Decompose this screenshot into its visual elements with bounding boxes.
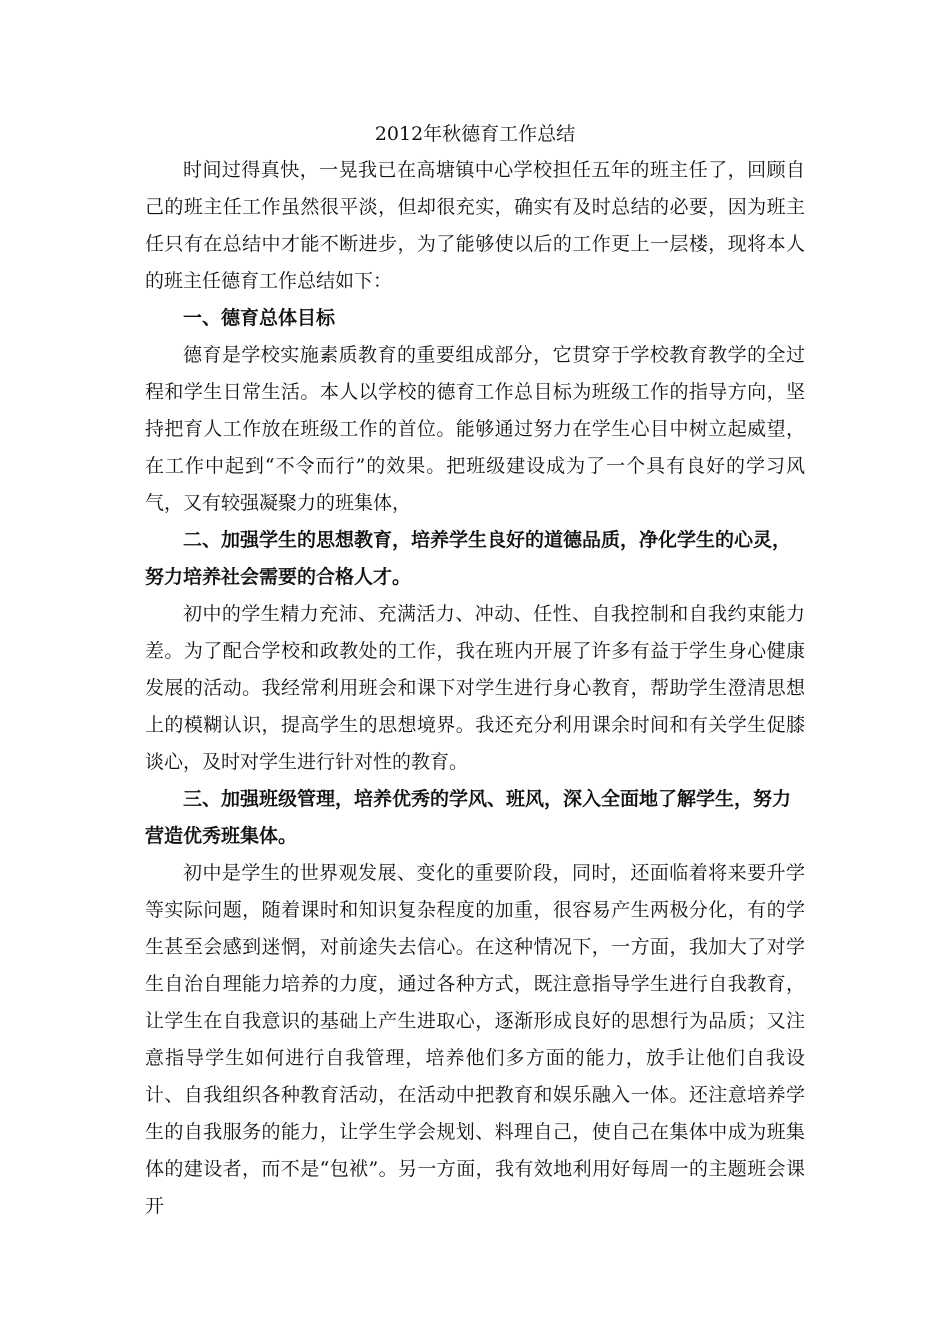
intro-paragraph: 时间过得真快，一晃我已在高塘镇中心学校担任五年的班主任了，回顾自己的班主任工作虽然很平淡，但却很充实，确实有及时总结的必要，因为班主任只有在总结中才能不断进步，为了能够使以后的工作更上一层楼，现将本人的班主任德育工作总结如下：: [145, 159, 805, 292]
document-content: [145, 116, 805, 1225]
document-title: 2012年秋德育工作总结: [374, 123, 576, 145]
section-2-body: 初中的学生精力充沛、充满活力、冲动、任性、自我控制和自我约束能力差。为了配合学校和政教处的工作，我在班内开展了许多有益于学生身心健康发展的活动。我经常利用班会和课下对学生进行身心教育，帮助学生澄清思想上的模糊认识，提高学生的思想境界。我还充分利用课余时间和有关学生促膝谈心，及时对学生进行针对性的教育。: [145, 603, 805, 773]
section-2-heading: 二、加强学生的思想教育，培养学生良好的道德品质，净化学生的心灵，努力培养社会需要的合格人才。: [145, 529, 792, 588]
section-1-body: 德育是学校实施素质教育的重要组成部分，它贯穿于学校教育教学的全过程和学生日常生活。本人以学校的德育工作总目标为班级工作的指导方向，坚持把育人工作放在班级工作的首位。能够通过努力在学生心目中树立起威望，在工作中起到“不令而行”的效果。把班级建设成为了一个具有良好的学习风气，又有较强凝聚力的班集体，: [145, 344, 805, 514]
section-3-body: 初中是学生的世界观发展、变化的重要阶段，同时，还面临着将来要升学等实际问题，随着课时和知识复杂程度的加重，很容易产生两极分化，有的学生甚至会感到迷惘，对前途失去信心。在这种情况下，一方面，我加大了对学生自治自理能力培养的力度，通过各种方式，既注意指导学生进行自我教育，让学生在自我意识的基础上产生进取心，逐渐形成良好的思想行为品质；又注意指导学生如何进行自我管理，培养他们多方面的能力，放手让他们自我设计、自我组织各种教育活动，在活动中把教育和娱乐融入一体。还注意培养学生的自我服务的能力，让学生学会规划、料理自己，使自己在集体中成为班集体的建设者，而不是“包袱”。另一方面，我有效地利用好每周一的主题班会课开: [145, 862, 805, 1217]
section-3-heading: 三、加强班级管理，培养优秀的学风、班风，深入全面地了解学生，努力营造优秀班集体。: [145, 788, 792, 847]
section-1-heading: 一、德育总体目标: [183, 307, 336, 329]
